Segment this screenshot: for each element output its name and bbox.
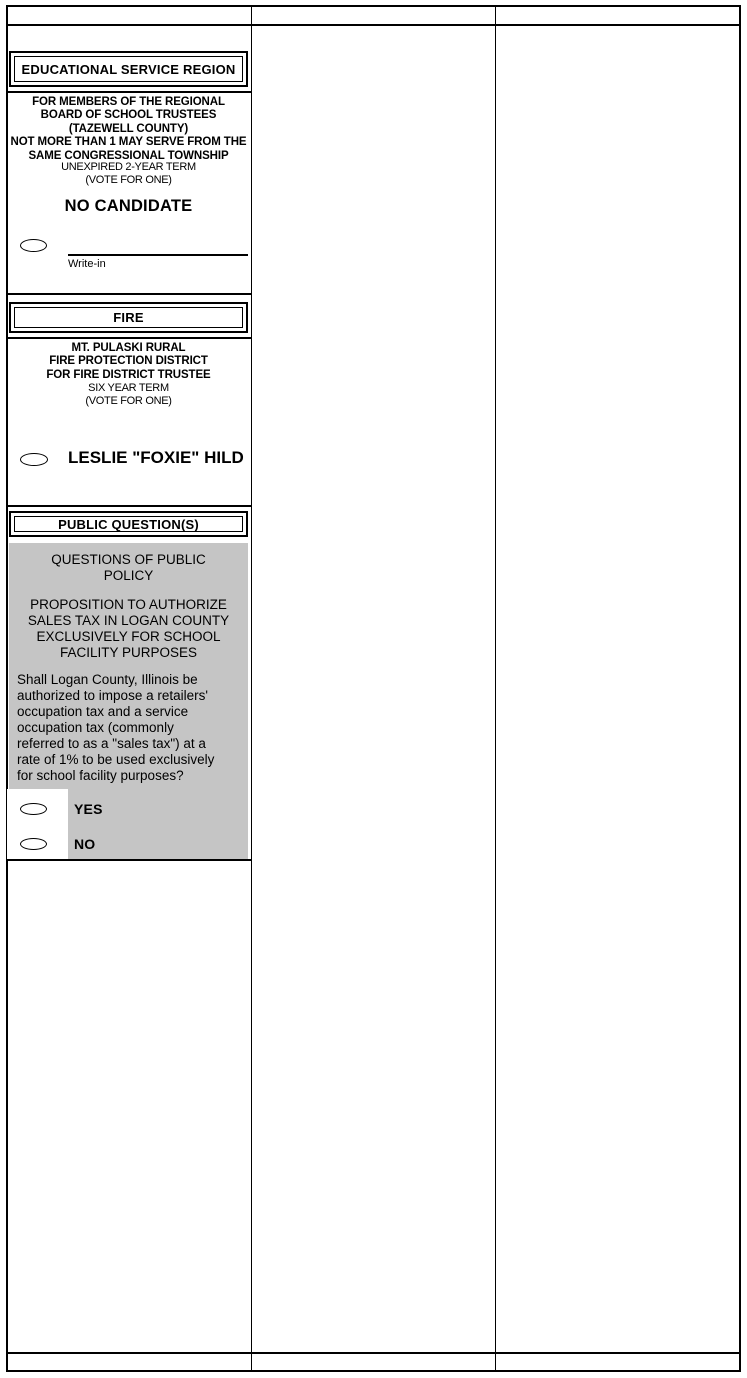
candidate-name: LESLIE "FOXIE" HILD bbox=[68, 448, 244, 467]
contest-term-block bbox=[6, 382, 251, 408]
proposition-line: PROPOSITION TO AUTHORIZE bbox=[30, 597, 227, 612]
question-text-line: Shall Logan County, Illinois be bbox=[17, 672, 198, 687]
contest-term-block bbox=[6, 161, 251, 187]
proposition-line: FACILITY PURPOSES bbox=[59, 645, 198, 660]
no-option-label: NO bbox=[74, 836, 96, 852]
bottom-row-divider bbox=[6, 1352, 741, 1354]
question-text-line: referred to as a "sales tax") at a bbox=[17, 736, 206, 751]
section-rule bbox=[6, 91, 251, 93]
section-rule bbox=[6, 505, 251, 507]
question-text-line: rate of 1% to be used exclusively bbox=[17, 752, 215, 767]
question-text-line: authorized to impose a retailers' bbox=[17, 688, 208, 703]
write-in-line[interactable] bbox=[68, 254, 248, 256]
yes-option-label: YES bbox=[74, 801, 103, 817]
contest-title-line: NOT MORE THAN 1 MAY SERVE FROM THE bbox=[10, 136, 247, 149]
contest-header-public-questions bbox=[9, 511, 248, 537]
vote-oval-yes[interactable] bbox=[20, 803, 47, 815]
question-text-line: occupation tax (commonly bbox=[17, 720, 174, 735]
contest-header-fire bbox=[9, 302, 248, 333]
term-line: (VOTE FOR ONE) bbox=[85, 395, 172, 407]
question-text-line: occupation tax and a service bbox=[17, 704, 189, 719]
term-line: SIX YEAR TERM bbox=[88, 382, 169, 394]
middle-column-empty bbox=[252, 24, 495, 1352]
contest-header-label: FIRE bbox=[14, 307, 243, 328]
contest-header-label: PUBLIC QUESTION(S) bbox=[14, 516, 243, 532]
contest-header-label: EDUCATIONAL SERVICE REGION bbox=[14, 56, 243, 82]
right-column-empty bbox=[496, 24, 739, 1352]
policy-heading-line: POLICY bbox=[103, 568, 154, 583]
question-text bbox=[17, 672, 243, 784]
section-rule bbox=[6, 293, 251, 295]
contest-title-block bbox=[6, 342, 251, 382]
term-line: (VOTE FOR ONE) bbox=[85, 174, 172, 186]
section-rule bbox=[6, 337, 251, 339]
question-policy-heading bbox=[6, 552, 251, 584]
contest-title-line: SAME CONGRESSIONAL TOWNSHIP bbox=[28, 149, 229, 162]
vote-oval-write-in[interactable] bbox=[20, 239, 47, 252]
proposition-line: SALES TAX IN LOGAN COUNTY bbox=[27, 613, 230, 628]
contest-title-line: FOR MEMBERS OF THE REGIONAL bbox=[32, 96, 225, 108]
contest-title-line: BOARD OF SCHOOL TRUSTEES bbox=[40, 109, 217, 122]
contest-title-line: MT. PULASKI RURAL bbox=[71, 342, 186, 354]
vote-oval-no[interactable] bbox=[20, 838, 47, 850]
write-in-label: Write-in bbox=[68, 258, 106, 270]
question-text-line: for school facility purposes? bbox=[17, 768, 184, 783]
no-candidate-label: NO CANDIDATE bbox=[64, 197, 193, 215]
contest-title-line: FOR FIRE DISTRICT TRUSTEE bbox=[46, 368, 211, 381]
contest-title-line: FIRE PROTECTION DISTRICT bbox=[49, 355, 208, 368]
term-line: UNEXPIRED 2-YEAR TERM bbox=[61, 161, 196, 173]
policy-heading-line: QUESTIONS OF PUBLIC bbox=[51, 552, 206, 567]
question-proposition-heading bbox=[6, 597, 251, 661]
contest-title-block bbox=[6, 96, 251, 163]
contest-header-educational-service-region bbox=[9, 51, 248, 87]
vote-oval-candidate[interactable] bbox=[20, 453, 48, 466]
contest-title-line: (TAZEWELL COUNTY) bbox=[68, 122, 189, 135]
proposition-line: EXCLUSIVELY FOR SCHOOL bbox=[36, 629, 221, 644]
section-rule bbox=[6, 859, 251, 861]
